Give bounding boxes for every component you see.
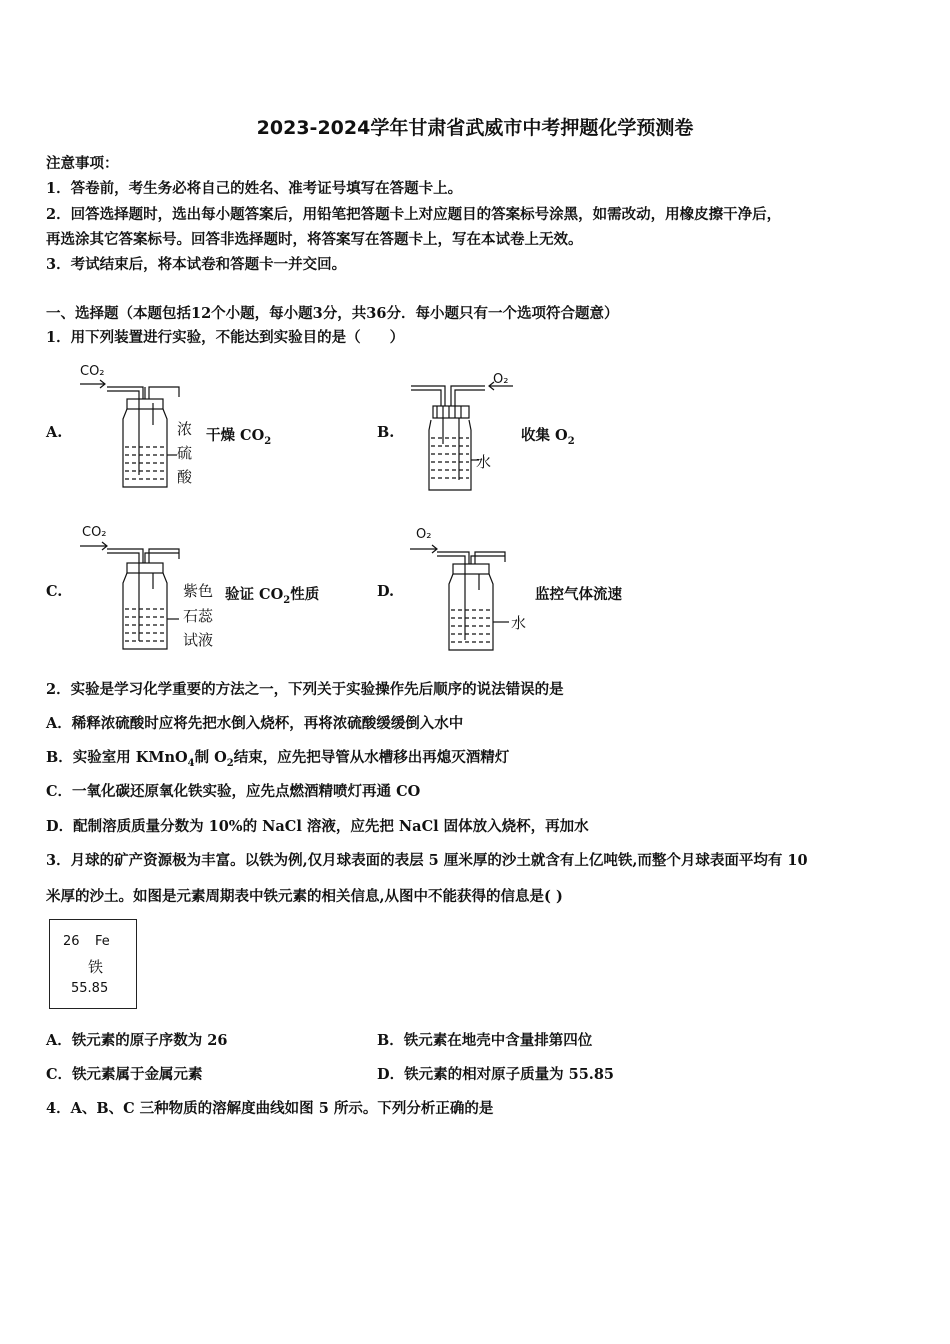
apparatus-d-gas-bottle (405, 540, 530, 655)
q1-c-gas-label: CO₂ (82, 525, 107, 540)
q4-stem: 4．A、B、C 三种物质的溶解度曲线如图 5 所示。下列分析正确的是 (46, 1100, 494, 1117)
section-heading: 一、选择题（本题包括12个小题，每小题3分，共36分．每小题只有一个选项符合题意） (46, 305, 619, 322)
q3-option-c: C．铁元素属于金属元素 (46, 1066, 203, 1083)
q1-d-caption: 监控气体流速 (535, 586, 622, 603)
q2-option-d: D．配制溶质质量分数为 10%的 NaCl 溶液，应先把 NaCl 固体放入烧杯，再加水 (46, 818, 589, 835)
q1-a-liquid-1: 浓 (177, 420, 193, 438)
q1-option-b-letter: B. (377, 424, 395, 441)
q1-b-liquid: 水 (476, 453, 492, 471)
q1-option-a-letter: A. (46, 424, 63, 441)
outlet-tube (475, 552, 505, 564)
element-card-iron (49, 919, 137, 1009)
apparatus-b-gas-bottle (405, 380, 525, 495)
stopper (127, 563, 163, 573)
q1-b-caption: 收集 $O_2$ (521, 427, 575, 447)
bottle (429, 420, 471, 490)
element-atomic-mass: 55.85 (71, 981, 109, 996)
q1-a-liquid-3: 酸 (177, 468, 193, 486)
element-symbol: Fe (95, 934, 110, 949)
q1-stem: 1．用下列装置进行实验，不能达到实验目的是（ ） (46, 329, 405, 346)
q1-a-liquid-2: 硫 (177, 444, 193, 462)
stopper (453, 564, 489, 574)
liquid-lines (431, 438, 469, 478)
q2-option-c: C．一氧化碳还原氧化铁实验，应先点燃酒精喷灯再通 CO (46, 783, 421, 800)
page-title: 2023-2024学年甘肃省武威市中考押题化学预测卷 (256, 117, 694, 139)
q2-stem: 2．实验是学习化学重要的方法之一，下列关于实验操作先后顺序的说法错误的是 (46, 681, 564, 698)
q3-option-d: D．铁元素的相对原子质量为 55.85 (377, 1066, 615, 1083)
outlet-tube (149, 549, 179, 563)
q1-a-caption: 干燥 $CO_2$ (206, 427, 272, 447)
q2-option-a: A．稀释浓硫酸时应将先把水倒入烧杯，再将浓硫酸缓缓倒入水中 (46, 715, 464, 732)
q1-c-liquid-2: 石蕊 (183, 607, 214, 625)
q3-stem-line-1: 3．月球的矿产资源极为丰富。以铁为例,仅月球表面的表层 5 厘米厚的沙土就含有上亿吨铁,而整个月球表面平均有 10 (46, 852, 808, 869)
stopper (127, 399, 163, 409)
q3-stem-line-2: 米厚的沙土。如图是元素周期表中铁元素的相关信息,从图中不能获得的信息是( ) (46, 888, 563, 905)
outlet-tube (149, 387, 179, 399)
q1-d-liquid: 水 (511, 614, 527, 632)
q1-c-liquid-1: 紫色 (183, 582, 214, 600)
element-atomic-number: 26 (63, 934, 80, 949)
q2-option-b: B．实验室用 KMnO$_4$制 $O_2$结束，应先把导管从水槽移出再熄灭酒精灯 (46, 749, 510, 769)
q1-b-gas-label: O₂ (493, 372, 509, 387)
q1-option-c-letter: C. (46, 583, 63, 600)
liquid-lines (125, 609, 165, 641)
q3-option-b: B．铁元素在地壳中含量排第四位 (377, 1032, 593, 1049)
element-name: 铁 (88, 958, 104, 976)
q1-c-caption: 验证 $CO_2$性质 (225, 586, 320, 606)
bottle (123, 573, 167, 649)
bottle (449, 574, 493, 650)
notice-item-3: 3．考试结束后，将本试卷和答题卡一并交回。 (46, 256, 347, 273)
q1-a-gas-label: CO₂ (80, 364, 105, 379)
liquid-lines (451, 610, 491, 642)
apparatus-c-gas-bottle (75, 537, 195, 657)
stopper (433, 406, 469, 418)
notice-heading: 注意事项： (46, 155, 119, 172)
q1-d-gas-label: O₂ (416, 527, 432, 542)
notice-item-1: 1．答卷前，考生务必将自己的姓名、准考证号填写在答题卡上。 (46, 180, 463, 197)
bottle (123, 409, 167, 487)
q1-option-d-letter: D. (377, 583, 395, 600)
q1-c-liquid-3: 试液 (183, 631, 214, 649)
liquid-lines (125, 447, 165, 479)
notice-item-2-line-2: 再选涂其它答案标号。回答非选择题时，将答案写在答题卡上，写在本试卷上无效。 (46, 231, 583, 248)
notice-item-2-line-1: 2．回答选择题时，选出每小题答案后，用铅笔把答题卡上对应题目的答案标号涂黑，如需改动，用橡皮擦干净后， (46, 206, 782, 223)
q3-option-a: A．铁元素的原子序数为 26 (46, 1032, 228, 1049)
